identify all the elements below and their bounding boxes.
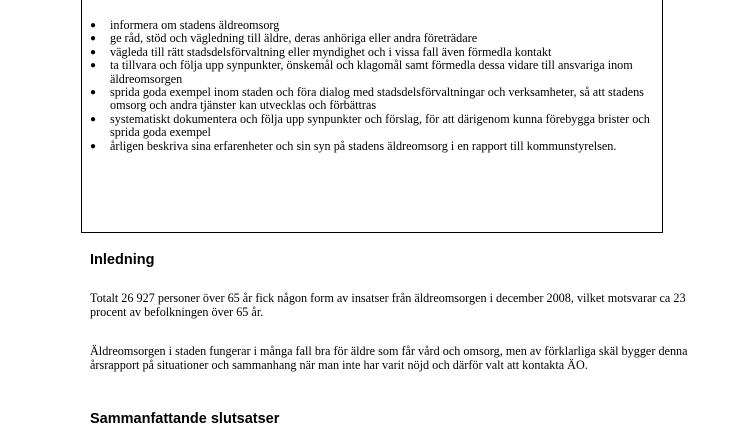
bullet-icon: ● [90, 33, 97, 45]
list-item-text: vägleda till rätt stadsdelsförvaltning eller myndighet och i vissa fall även förmedla kontakt [110, 44, 552, 59]
section-heading-inledning: Inledning [90, 252, 155, 268]
bullet-icon: ● [90, 113, 97, 125]
bullet-icon: ● [90, 20, 97, 31]
list-item [90, 86, 660, 113]
list-item [90, 113, 660, 140]
bullet-icon: ● [90, 87, 97, 99]
list-item [90, 32, 660, 45]
task-list [90, 19, 660, 153]
list-item-text: årligen beskriva sina erfarenheter och sin syn på stadens äldreomsorg i en rapport till kommunstyrelsen. [110, 138, 617, 153]
list-item [90, 46, 660, 59]
list-item-text: systematiskt dokumentera och följa upp synpunkter och förslag, för att därigenom kunna förebygga brister och sprida goda exempel [110, 111, 650, 140]
bullet-icon: ● [90, 60, 97, 72]
list-item [90, 140, 660, 153]
section-heading-sammanfattande: Sammanfattande slutsatser [90, 411, 280, 427]
bullet-icon: ● [90, 46, 97, 58]
list-item-text: informera om stadens äldreomsorg [110, 18, 280, 32]
list-item-text: ge råd, stöd och vägledning till äldre, deras anhöriga eller andra företrädare [110, 31, 478, 46]
paragraph-statistics: Totalt 26 927 personer över 65 år fick någon form av insatser från äldreomsorgen i december 2008, vilket motsvarar ca 23 procent av befolkningen över 65 år. [90, 291, 686, 319]
list-item [90, 19, 660, 32]
paragraph-overview: Äldreomsorgen i staden fungerar i många fall bra för äldre som får vård och omsorg, men av förklarliga skäl bygger denna årsrapport på situationer och sammanhang när man inte har varit nöjd och därför valt att kontakta ÄO. [90, 344, 688, 372]
list-item-text: sprida goda exempel inom staden och föra dialog med stadsdelsförvaltningar och verksamheter, så att stadens omsorg och andra tjänster kan utvecklas och förbättras [110, 85, 644, 113]
list-item [90, 59, 660, 86]
bullet-icon: ● [90, 140, 97, 152]
list-item-text: ta tillvara och följa upp synpunkter, önskemål och klagomål samt förmedla dessa vidare till ansvariga inom äldreomsorgen [110, 58, 633, 86]
